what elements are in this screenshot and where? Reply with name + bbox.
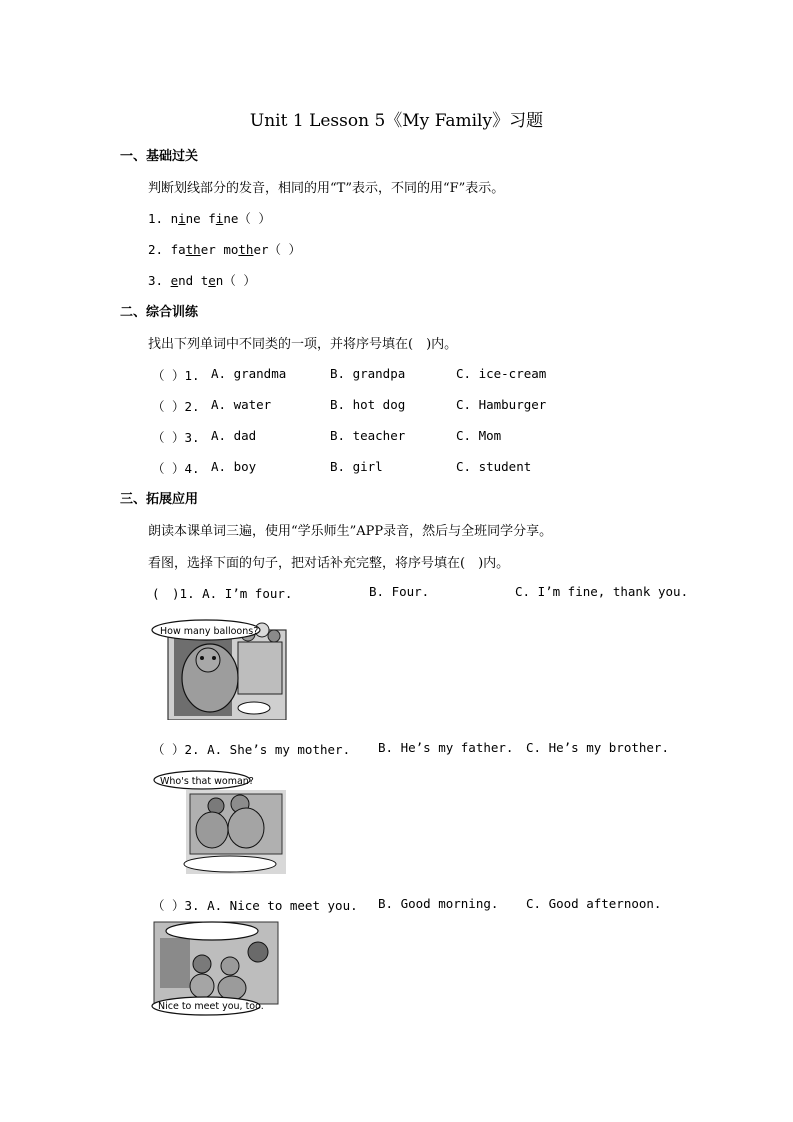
- cartoon-picture-2: [150, 770, 288, 874]
- section-3-heading: 三、拓展应用: [120, 492, 199, 507]
- section-3-instruction-2: 看图，选择下面的句子，把对话补充完整，将序号填在( )内。: [148, 556, 510, 571]
- odd-one-out-q3[interactable]: （ ）3.: [152, 430, 200, 445]
- option-a: A. grandma: [211, 366, 287, 381]
- page-title: Unit 1 Lesson 5《My Family》习题: [249, 111, 544, 131]
- option-a: A. boy: [211, 459, 257, 474]
- word: father: [170, 242, 216, 257]
- option-c: C. Good afternoon.: [526, 896, 662, 911]
- option-c: C. ice-cream: [456, 366, 547, 381]
- option-b: B. He’s my father.: [378, 740, 514, 755]
- word: mother: [223, 242, 269, 257]
- odd-one-out-q1[interactable]: （ ）1.: [152, 368, 200, 383]
- pronunciation-item-2: 2. father mother（ ）: [148, 242, 302, 257]
- option-b: B. hot dog: [330, 397, 406, 412]
- option-b: B. Four.: [369, 584, 430, 599]
- word: nine: [170, 211, 201, 226]
- section-1-heading: 一、基础过关: [120, 149, 199, 164]
- option-b: B. Good morning.: [378, 896, 499, 911]
- option-c: C. He’s my brother.: [526, 740, 669, 755]
- section-3-instruction-1: 朗读本课单词三遍，使用“学乐师生”APP录音，然后与全班同学分享。: [148, 524, 553, 539]
- option-c: C. Hamburger: [456, 397, 547, 412]
- option-c: C. Mom: [456, 428, 502, 443]
- section-2-instruction: 找出下列单词中不同类的一项，并将序号填在( )内。: [148, 337, 458, 352]
- word: fine: [208, 211, 239, 226]
- cartoon-picture-1: [150, 616, 288, 720]
- option-b: B. girl: [330, 459, 383, 474]
- option-b: B. teacher: [330, 428, 406, 443]
- speech-bubble-text: Who's that woman?: [160, 776, 254, 787]
- dialogue-q3[interactable]: （ ）3. A. Nice to meet you.: [152, 898, 358, 913]
- word: ten: [200, 273, 224, 288]
- dialogue-q1[interactable]: ( )1. A. I’m four.: [152, 586, 293, 601]
- cartoon-picture-3: [150, 918, 282, 1018]
- section-1-instruction: 判断划线部分的发音，相同的用“T”表示，不同的用“F”表示。: [148, 181, 505, 196]
- odd-one-out-q2[interactable]: （ ）2.: [152, 399, 200, 414]
- odd-one-out-q4[interactable]: （ ）4.: [152, 461, 200, 476]
- speech-bubble-text: How many balloons?: [160, 626, 259, 637]
- option-b: B. grandpa: [330, 366, 406, 381]
- option-c: C. I’m fine, thank you.: [515, 584, 689, 599]
- option-a: A. dad: [211, 428, 257, 443]
- answer-blank[interactable]: （ ）: [223, 273, 256, 288]
- speech-bubble-text: Nice to meet you, too.: [158, 1001, 264, 1012]
- dialogue-q2[interactable]: （ ）2. A. She’s my mother.: [152, 742, 351, 757]
- word: end: [170, 273, 194, 288]
- answer-blank[interactable]: （ ）: [238, 211, 271, 226]
- option-a: A. water: [211, 397, 272, 412]
- pronunciation-item-1: 1. nine fine（ ）: [148, 211, 271, 226]
- section-2-heading: 二、综合训练: [120, 305, 199, 320]
- pronunciation-item-3: 3. end ten（ ）: [148, 273, 256, 288]
- answer-blank[interactable]: （ ）: [268, 242, 302, 257]
- option-c: C. student: [456, 459, 532, 474]
